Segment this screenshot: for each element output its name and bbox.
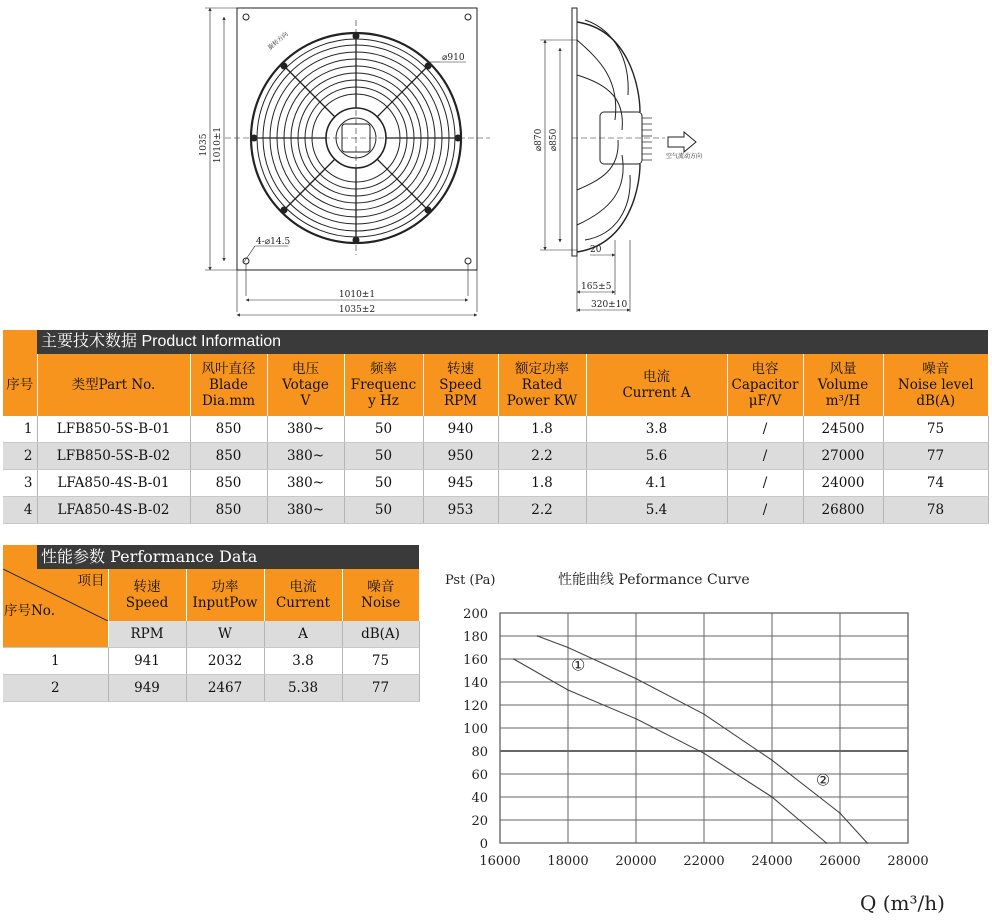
data-point — [567, 647, 569, 649]
cell-capacitor: / — [727, 497, 803, 524]
svg-text:旋转方向: 旋转方向 — [266, 30, 290, 52]
y-tick-label: 100 — [463, 722, 488, 737]
performance-header — [3, 545, 419, 569]
col-header-voltage: 电压 Votage V — [267, 354, 344, 416]
svg-text:4-⌀14.5: 4-⌀14.5 — [256, 237, 291, 247]
cell-current: 3.8 — [264, 648, 342, 675]
cell-no: 2 — [3, 443, 37, 470]
table-row — [3, 648, 419, 675]
col-header-current: 电流 Current A — [586, 354, 727, 416]
data-point — [513, 658, 515, 660]
col-header-type: 类型Part No. — [37, 354, 190, 416]
svg-text:1010±1: 1010±1 — [213, 126, 223, 164]
data-point — [826, 842, 828, 844]
cell-power: 2.2 — [498, 497, 586, 524]
cell-type: LFB850-5S-B-02 — [37, 443, 190, 470]
svg-text:⌀910: ⌀910 — [442, 53, 465, 63]
cell-speed: 949 — [108, 675, 186, 702]
y-tick-label: 180 — [463, 630, 488, 645]
y-tick-label: 60 — [471, 768, 488, 783]
table-row — [3, 497, 988, 524]
cell-noise: 78 — [883, 497, 988, 524]
svg-text:20: 20 — [590, 245, 602, 255]
cell-voltage: 380~ — [267, 443, 344, 470]
y-tick-label: 0 — [479, 837, 488, 852]
cell-current: 4.1 — [586, 470, 727, 497]
chart-title: 性能曲线 Peformance Curve — [558, 572, 750, 588]
cell-volume: 27000 — [803, 443, 883, 470]
cell-speed: 940 — [423, 416, 498, 443]
side-view-labels — [534, 128, 702, 310]
cell-capacitor: / — [727, 443, 803, 470]
chart-xlabel: Q (m³/h) — [860, 891, 945, 915]
cell-capacitor: / — [727, 470, 803, 497]
cell-unit-speed: RPM — [108, 621, 186, 648]
series-label-1: ① — [571, 655, 586, 675]
cell-freq: 50 — [344, 470, 423, 497]
section-accent — [3, 545, 37, 569]
units-row — [3, 621, 419, 648]
cell-current: 5.4 — [586, 497, 727, 524]
product-info-header-row — [3, 354, 988, 416]
y-tick-label: 140 — [463, 676, 488, 691]
col-header-power: 功率 InputPow — [186, 569, 264, 621]
cell-noise: 77 — [342, 675, 419, 702]
data-point — [866, 842, 868, 844]
cell-noise: 75 — [342, 648, 419, 675]
front-view-labels — [199, 30, 465, 315]
cell-unit-noise: dB(A) — [342, 621, 419, 648]
cell-freq: 50 — [344, 443, 423, 470]
col-header-blade: 风叶直径 Blade Dia.mm — [190, 354, 267, 416]
chart-series — [513, 635, 868, 844]
side-view — [540, 8, 696, 312]
header-item-label: 项目 — [77, 573, 105, 589]
cell-freq: 50 — [344, 416, 423, 443]
x-tick-label: 24000 — [751, 854, 793, 869]
col-header-speed: 转速 Speed — [108, 569, 186, 621]
col-header-noise: 噪音 Noise level dB(A) — [883, 354, 988, 416]
cell-speed: 950 — [423, 443, 498, 470]
cell-voltage: 380~ — [267, 497, 344, 524]
cell-type: LFA850-4S-B-02 — [37, 497, 190, 524]
cell-voltage: 380~ — [267, 470, 344, 497]
cell-speed: 945 — [423, 470, 498, 497]
data-point — [703, 753, 705, 755]
cell-type: LFA850-4S-B-01 — [37, 470, 190, 497]
cell-unit-blank — [3, 621, 108, 648]
data-point — [567, 689, 569, 691]
technical-drawing — [0, 0, 992, 325]
col-header-frequency: 频率 Frequenc y Hz — [344, 354, 423, 416]
svg-text:⌀850: ⌀850 — [549, 128, 559, 152]
section-accent — [3, 330, 37, 354]
col-header-noise: 噪音 Noise — [342, 569, 419, 621]
y-tick-label: 120 — [463, 699, 488, 714]
cell-no: 1 — [3, 416, 37, 443]
cell-power: 1.8 — [498, 470, 586, 497]
performance-table — [3, 569, 420, 702]
data-point — [537, 635, 539, 637]
table-row — [3, 416, 988, 443]
cell-power: 1.8 — [498, 416, 586, 443]
table-row — [3, 470, 988, 497]
col-header-item-no — [3, 569, 108, 621]
cell-type: LFB850-5S-B-01 — [37, 416, 190, 443]
cell-volume: 26800 — [803, 497, 883, 524]
col-header-no: 序号 — [3, 354, 37, 416]
cell-freq: 50 — [344, 497, 423, 524]
product-info-table — [3, 354, 989, 524]
data-point — [635, 718, 637, 720]
cell-power: 2.2 — [498, 443, 586, 470]
x-tick-label: 16000 — [479, 854, 521, 869]
cell-speed: 941 — [108, 648, 186, 675]
cell-noise: 77 — [883, 443, 988, 470]
col-header-current: 电流 Current — [264, 569, 342, 621]
x-tick-label: 20000 — [615, 854, 657, 869]
performance-title: 性能参数 Performance Data — [41, 547, 258, 566]
chart-ticks — [463, 607, 929, 869]
svg-text:165±5: 165±5 — [581, 282, 612, 292]
data-point — [635, 678, 637, 680]
table-row — [3, 675, 419, 702]
series-line-2 — [537, 636, 867, 843]
cell-capacitor: / — [727, 416, 803, 443]
data-point — [703, 713, 705, 715]
y-tick-label: 40 — [471, 791, 488, 806]
product-info-header — [3, 330, 988, 354]
product-info-title: 主要技术数据 Product Information — [41, 333, 282, 350]
x-tick-label: 26000 — [819, 854, 861, 869]
col-header-speed: 转速 Speed RPM — [423, 354, 498, 416]
header-no-label: 序号No. — [4, 603, 55, 619]
cell-unit-current: A — [264, 621, 342, 648]
x-tick-label: 22000 — [683, 854, 725, 869]
chart-grid — [500, 613, 908, 843]
y-tick-label: 80 — [471, 745, 488, 760]
svg-text:320±10: 320±10 — [591, 300, 628, 310]
cell-unit-power: W — [186, 621, 264, 648]
performance-header-row — [3, 569, 419, 621]
cell-volume: 24500 — [803, 416, 883, 443]
cell-blade: 850 — [190, 497, 267, 524]
y-tick-label: 200 — [463, 607, 488, 622]
cell-noise: 75 — [883, 416, 988, 443]
svg-text:1010±1: 1010±1 — [338, 290, 376, 300]
data-point — [771, 796, 773, 798]
cell-blade: 850 — [190, 470, 267, 497]
col-header-capacitor: 电容 Capacitor μF/V — [727, 354, 803, 416]
cell-noise: 74 — [883, 470, 988, 497]
svg-text:⌀870: ⌀870 — [534, 128, 544, 152]
x-tick-label: 18000 — [547, 854, 589, 869]
cell-current: 5.6 — [586, 443, 727, 470]
table-row — [3, 443, 988, 470]
cell-power: 2032 — [186, 648, 264, 675]
cell-blade: 850 — [190, 416, 267, 443]
cell-power: 2467 — [186, 675, 264, 702]
data-point — [771, 759, 773, 761]
cell-volume: 24000 — [803, 470, 883, 497]
cell-no: 3 — [3, 470, 37, 497]
chart-ylabel: Pst (Pa) — [445, 573, 496, 588]
svg-text:1035±2: 1035±2 — [338, 305, 376, 315]
cell-blade: 850 — [190, 443, 267, 470]
svg-text:1035: 1035 — [199, 133, 209, 157]
x-tick-label: 28000 — [887, 854, 929, 869]
col-header-power: 额定功率 Rated Power KW — [498, 354, 586, 416]
cell-speed: 953 — [423, 497, 498, 524]
cell-no: 1 — [3, 648, 108, 675]
col-header-volume: 风量 Volume m³/H — [803, 354, 883, 416]
cell-no: 4 — [3, 497, 37, 524]
cell-voltage: 380~ — [267, 416, 344, 443]
cell-current: 5.38 — [264, 675, 342, 702]
series-label-2: ② — [815, 770, 831, 790]
cell-no: 2 — [3, 675, 108, 702]
data-point — [839, 812, 841, 814]
y-tick-label: 160 — [463, 653, 488, 668]
svg-text:空气流动方向: 空气流动方向 — [666, 153, 703, 160]
y-tick-label: 20 — [471, 814, 488, 829]
performance-curve-chart — [430, 560, 990, 922]
cell-current: 3.8 — [586, 416, 727, 443]
